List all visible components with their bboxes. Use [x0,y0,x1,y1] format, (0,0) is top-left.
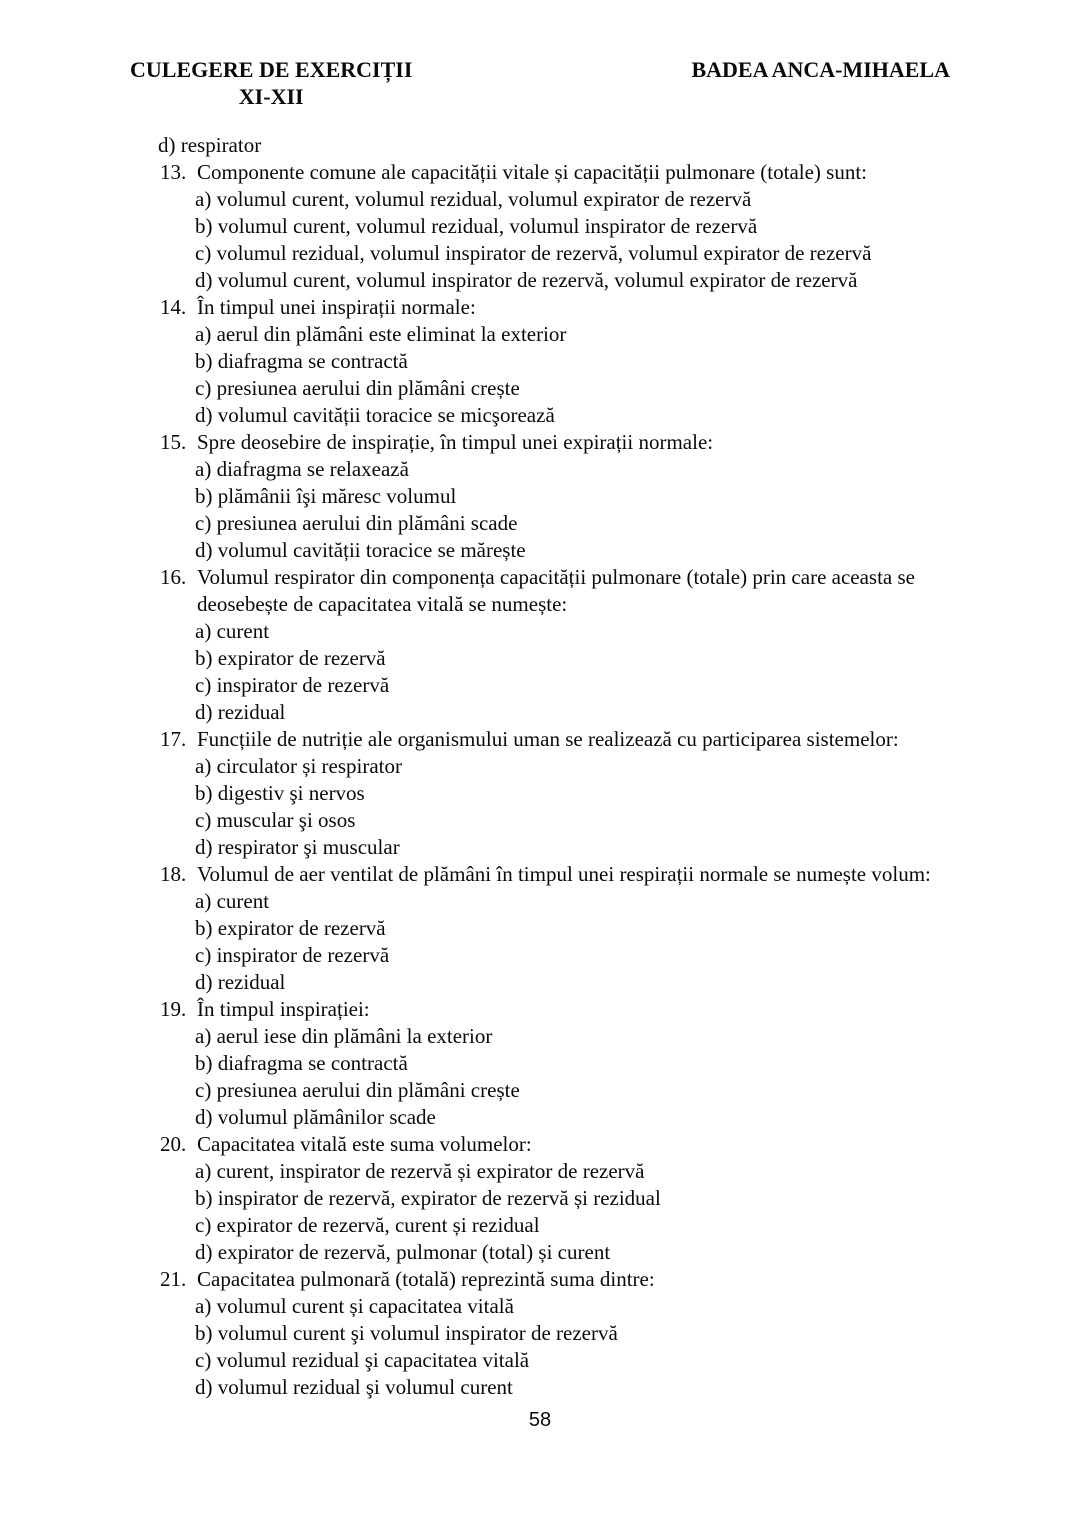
orphan-option: d) respirator [158,133,262,157]
question-option: b) diafragma se contractă [195,349,408,373]
question-body [197,159,990,294]
question-text: Capacitatea vitală este suma volumelor: [197,1132,532,1156]
question-list [160,132,990,1401]
question-options [197,186,990,294]
question-number: 20. [160,1132,187,1156]
question-option: b) expirator de rezervă [195,646,386,670]
question-options [197,1023,990,1131]
question-item [160,996,990,1131]
question-item [160,1266,990,1401]
question-item [160,1131,990,1266]
question-item [160,564,990,726]
question-option: a) circulator și respirator [195,754,402,778]
question-option: d) volumul curent, volumul inspirator de rezervă, volumul expirator de rezervă [195,268,858,292]
question-text: Capacitatea pulmonară (totală) reprezintă suma dintre: [197,1267,655,1291]
question-options [197,753,990,861]
question-body [197,861,990,996]
question-option: c) inspirator de rezervă [195,673,390,697]
question-number: 16. [160,565,187,589]
question-option: a) volumul curent, volumul rezidual, volumul expirator de rezervă [195,187,752,211]
author-name: BADEA ANCA-MIHAELA [691,57,950,82]
question-options [197,456,990,564]
question-option: b) expirator de rezervă [195,916,386,940]
question-option: b) digestiv şi nervos [195,781,365,805]
question-options [197,1158,990,1266]
question-item [160,429,990,564]
question-option: d) rezidual [195,700,286,724]
question-text: În timpul inspirației: [197,997,370,1021]
question-number: 19. [160,997,187,1021]
question-option: d) volumul rezidual şi volumul curent [195,1375,513,1399]
question-text: Spre deosebire de inspirație, în timpul unei expirații normale: [197,430,714,454]
question-item [160,861,990,996]
question-body [197,726,990,861]
question-text: Volumul respirator din componența capacității pulmonare (totale) prin care aceasta se deosebește de capacitatea vitală se numește: [197,565,915,616]
question-number: 17. [160,727,187,751]
question-option: b) volumul curent şi volumul inspirator de rezervă [195,1321,618,1345]
question-number: 13. [160,160,187,184]
question-option: a) aerul iese din plămâni la exterior [195,1024,493,1048]
question-number: 18. [160,862,187,886]
question-option: c) muscular şi osos [195,808,356,832]
question-option: c) presiunea aerului din plămâni crește [195,376,520,400]
page-number: 58 [528,1409,552,1431]
question-text: În timpul unei inspirații normale: [197,295,476,319]
question-number: 15. [160,430,187,454]
question-option: c) volumul rezidual, volumul inspirator de rezervă, volumul expirator de rezervă [195,241,872,265]
question-option: d) volumul cavității toracice se micşorează [195,403,555,427]
question-option: b) inspirator de rezervă, expirator de rezervă și rezidual [195,1186,661,1210]
question-option: a) aerul din plămâni este eliminat la exterior [195,322,567,346]
question-option: d) rezidual [195,970,286,994]
question-options [197,888,990,996]
question-body [197,1131,990,1266]
page-header [130,57,950,110]
header-left-block [130,57,412,110]
question-body [197,1266,990,1401]
question-text: Volumul de aer ventilat de plămâni în timpul unei respirații normale se numește volum: [197,862,931,886]
question-option: c) presiunea aerului din plămâni scade [195,511,518,535]
question-option: c) inspirator de rezervă [195,943,390,967]
question-option: d) volumul plămânilor scade [195,1105,436,1129]
question-option: c) expirator de rezervă, curent și rezidual [195,1213,540,1237]
grade-range: XI-XII [238,84,304,109]
question-option: c) volumul rezidual şi capacitatea vitală [195,1348,530,1372]
question-body [197,996,990,1131]
question-number: 14. [160,295,187,319]
question-body [197,564,990,726]
question-item [160,726,990,861]
question-option: a) curent, inspirator de rezervă și expirator de rezervă [195,1159,645,1183]
question-body [197,429,990,564]
question-option: a) curent [195,889,270,913]
question-option: a) volumul curent și capacitatea vitală [195,1294,514,1318]
question-text: Funcțiile de nutriție ale organismului uman se realizează cu participarea sistemelor: [197,727,899,751]
question-body [197,294,990,429]
question-option: b) plămânii îşi măresc volumul [195,484,457,508]
question-option: d) expirator de rezervă, pulmonar (total) și curent [195,1240,611,1264]
questions-container [160,159,990,1401]
question-item [160,159,990,294]
question-option: b) volumul curent, volumul rezidual, volumul inspirator de rezervă [195,214,758,238]
question-options [197,321,990,429]
question-option: d) respirator şi muscular [195,835,400,859]
question-option: a) diafragma se relaxează [195,457,409,481]
question-option: d) volumul cavității toracice se mărește [195,538,526,562]
question-option: a) curent [195,619,270,643]
page-footer [0,1408,1080,1432]
question-options [197,1293,990,1401]
question-number: 21. [160,1267,187,1291]
question-options [197,618,990,726]
collection-title: CULEGERE DE EXERCIȚII [130,57,413,82]
question-text: Componente comune ale capacității vitale și capacității pulmonare (totale) sunt: [197,160,868,184]
question-option: c) presiunea aerului din plămâni crește [195,1078,520,1102]
question-item [160,294,990,429]
question-option: b) diafragma se contractă [195,1051,408,1075]
